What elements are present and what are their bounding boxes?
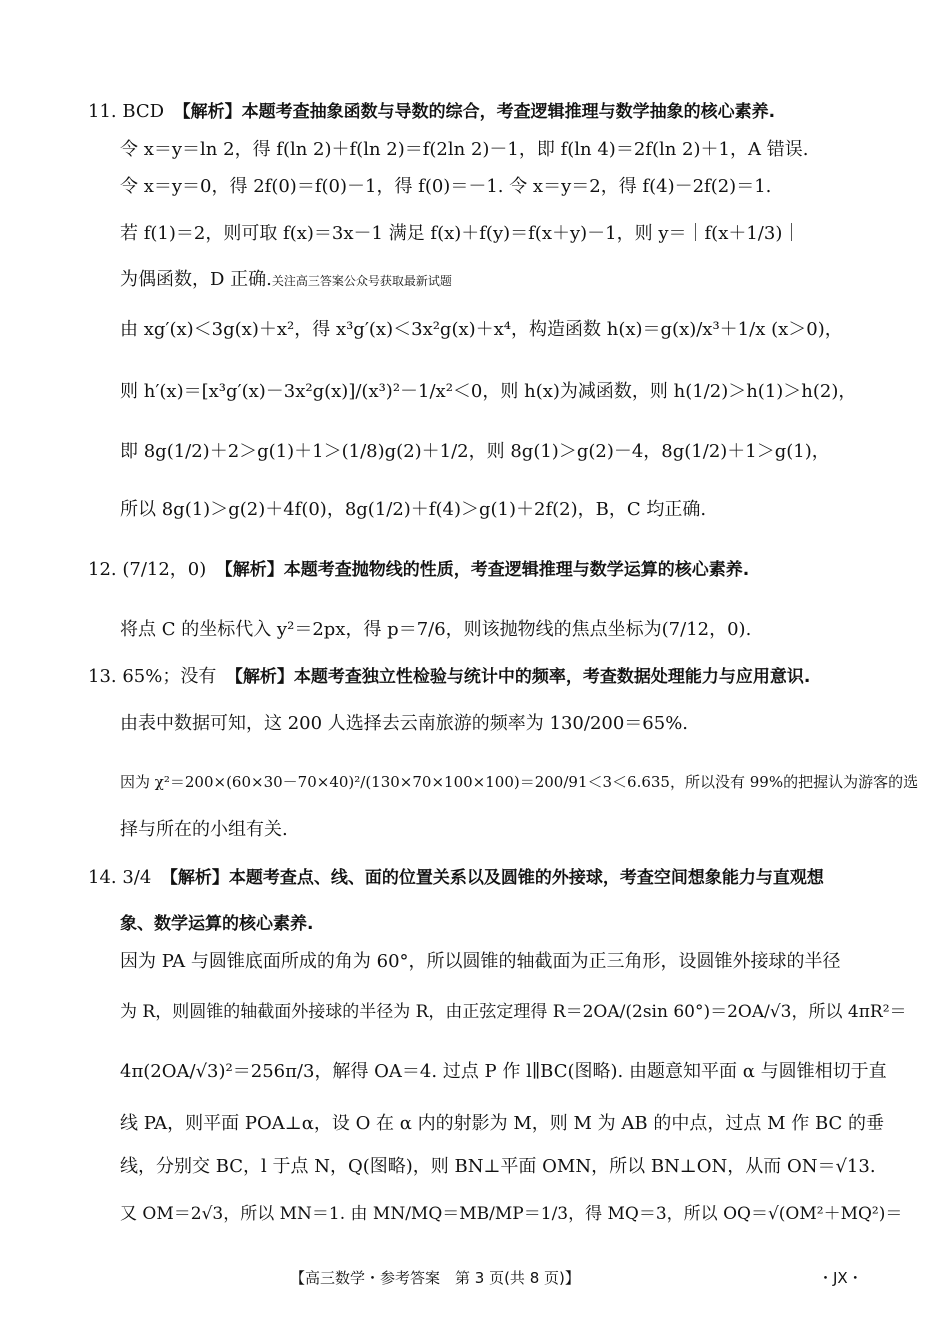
line-12-segment-1: 13. 65%；没有 — [88, 666, 235, 687]
page-footer: 【高三数学・参考答案 第 3 页(共 8 页)】 — [290, 1269, 580, 1287]
text-line-17 — [120, 912, 313, 936]
line-8-segment-1: 即 8g(1/2)＋2＞g(1)＋1＞(1/8)g(2)＋1/2，则 8g(1)＞g(2)－4，8g(1/2)＋1＞g(1)， — [120, 441, 830, 462]
text-line-23 — [120, 1202, 902, 1226]
line-15-segment-1: 择与所在的小组有关. — [120, 819, 288, 840]
text-line-18 — [120, 950, 841, 974]
line-9-segment-1: 所以 8g(1)＞g(2)＋4f(0)，8g(1/2)＋f(4)＞g(1)＋2f(2)，B，C 均正确. — [120, 499, 707, 520]
line-1-segment-1: 11. BCD — [88, 101, 183, 122]
line-21-segment-1: 线 PA，则平面 POA⊥α，设 O 在 α 内的射影为 M，则 M 为 AB 的中点，过点 M 作 BC 的垂 — [120, 1113, 884, 1134]
text-line-19 — [120, 1000, 907, 1024]
line-13-segment-1: 由表中数据可知，这 200 人选择去云南旅游的频率为 130/200＝65%. — [120, 713, 689, 734]
text-line-14 — [120, 770, 918, 794]
line-19-segment-1: 为 R，则圆锥的轴截面外接球的半径为 R，由正弦定理得 R＝2OA/(2sin 60°)＝2OA/√3，所以 4πR²＝ — [120, 1002, 907, 1022]
text-line-6 — [120, 318, 843, 342]
text-line-4 — [120, 222, 800, 246]
line-1-segment-2: 【解析】本题考查抽象函数与导数的综合，考查逻辑推理与数学抽象的核心素养. — [182, 102, 776, 122]
line-23-segment-1: 又 OM＝2√3，所以 MN＝1. 由 MN/MQ＝MB/MP＝1/3，得 MQ＝3，所以 OQ＝√(OM²＋MQ²)＝ — [120, 1204, 903, 1224]
page-footer-code: ・JX・ — [818, 1269, 863, 1287]
line-18-segment-1: 因为 PA 与圆锥底面所成的角为 60°，所以圆锥的轴截面为正三角形，设圆锥外接球的半径 — [120, 951, 841, 972]
text-line-12 — [88, 665, 810, 689]
line-10-segment-2: 【解析】本题考查抛物线的性质，考查逻辑推理与数学运算的核心素养. — [224, 560, 750, 580]
line-20-segment-1: 4π(2OA/√3)²＝256π/3，解得 OA＝4. 过点 P 作 l∥BC(图略). 由题意知平面 α 与圆锥相切于直 — [120, 1061, 887, 1082]
text-line-16 — [88, 866, 824, 890]
line-5-segment-2: 关注高三答案公众号获取最新试题 — [271, 274, 452, 288]
line-5-segment-1: 为偶函数，D 正确. — [120, 269, 272, 290]
line-10-segment-1: 12. (7/12，0) — [88, 559, 225, 580]
line-3-segment-1: 令 x＝y＝0，得 2f(0)＝f(0)－1，得 f(0)＝－1. 令 x＝y＝2，得 f(4)－2f(2)＝1. — [120, 176, 772, 197]
line-12-segment-2: 【解析】本题考查独立性检验与统计中的频率，考查数据处理能力与应用意识. — [234, 667, 811, 687]
text-line-7 — [120, 380, 856, 404]
text-line-13 — [120, 712, 688, 736]
text-line-10 — [88, 558, 749, 582]
text-line-11 — [120, 618, 751, 642]
line-4-segment-1: 若 f(1)＝2，则可取 f(x)＝3x－1 满足 f(x)＋f(y)＝f(x＋y)－1，则 y＝｜f(x＋1/3)｜ — [120, 223, 801, 244]
text-line-15 — [120, 818, 288, 842]
text-line-8 — [120, 440, 830, 464]
text-line-21 — [120, 1112, 884, 1136]
line-17-segment-1: 象、数学运算的核心素养. — [120, 914, 314, 934]
text-line-22 — [120, 1155, 876, 1179]
line-11-segment-1: 将点 C 的坐标代入 y²＝2px，得 p＝7/6，则该抛物线的焦点坐标为(7/12，0). — [120, 619, 752, 640]
line-22-segment-1: 线，分别交 BC，l 于点 N，Q(图略)，则 BN⊥平面 OMN，所以 BN⊥ON，从而 ON＝√13. — [120, 1156, 876, 1177]
line-2-segment-1: 令 x＝y＝ln 2，得 f(ln 2)＋f(ln 2)＝f(2ln 2)－1，即 f(ln 4)＝2f(ln 2)＋1，A 错误. — [120, 139, 809, 160]
line-7-segment-1: 则 h′(x)＝[x³g′(x)－3x²g(x)]/(x³)²－1/x²＜0，则 h(x)为减函数，则 h(1/2)＞h(1)＞h(2)， — [120, 381, 857, 402]
line-16-segment-1: 14. 3/4 — [88, 867, 170, 888]
text-line-3 — [120, 175, 771, 199]
text-line-1 — [88, 100, 775, 124]
text-line-5 — [120, 268, 452, 293]
line-14-segment-1: 因为 χ²＝200×(60×30－70×40)²/(130×70×100×100)＝200/91＜3＜6.635，所以没有 99%的把握认为游客的选 — [120, 773, 919, 791]
text-line-2 — [120, 138, 808, 162]
line-16-segment-2: 【解析】本题考查点、线、面的位置关系以及圆锥的外接球，考查空间想象能力与直观想 — [169, 868, 824, 888]
text-line-9 — [120, 498, 706, 522]
text-line-20 — [120, 1060, 887, 1084]
line-6-segment-1: 由 xg′(x)＜3g(x)＋x²，得 x³g′(x)＜3x²g(x)＋x⁴，构造函数 h(x)＝g(x)/x³＋1/x (x＞0)， — [120, 319, 843, 340]
